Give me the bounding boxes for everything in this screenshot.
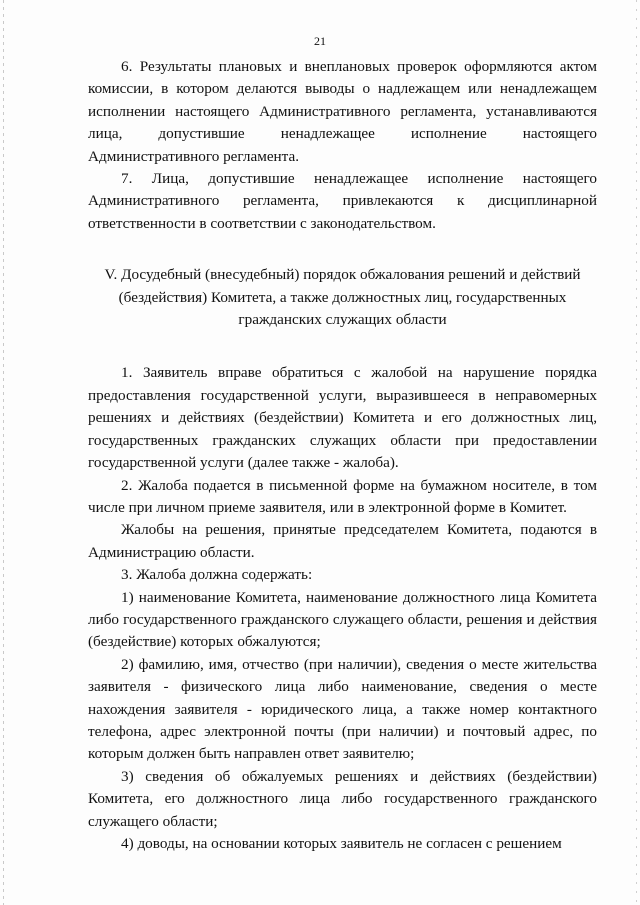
scan-edge-left — [3, 0, 4, 905]
scan-edge-right — [636, 0, 637, 905]
document-body — [88, 56, 597, 855]
list-item-4-arguments: 4) доводы, на основании которых заявитель не согласен с решением — [121, 835, 562, 852]
list-item-1-committee-name: 1) наименование Комитета, наименование должностного лица Комитета либо государственного гражданского служащего области, решения и действия (бездействие) которых обжалуются; — [88, 588, 597, 651]
paragraph-2-complaint-form: 2. Жалоба подается в письменной форме на бумажном носителе, в том числе при личном приеме заявителя, или в электронной форме в Комитет. — [88, 476, 597, 516]
list-item-2-applicant-details: 2) фамилию, имя, отчество (при наличии), сведения о месте жительства заявителя - физического лица либо наименование, сведения о месте нахождения заявителя - юридического лица, а также номер контактного телефона, адрес электронной почты (при наличии) и почтовый адрес, по которым должен быть направлен ответ заявителю; — [88, 655, 597, 763]
list-item-3-appealed-decisions: 3) сведения об обжалуемых решениях и действиях (бездействии) Комитета, его должностного лица либо государственного гражданского служащего области; — [88, 767, 597, 830]
paragraph-1-right-to-complain: 1. Заявитель вправе обратиться с жалобой на нарушение порядка предоставления государственной услуги, выразившееся в неправомерных решениях и действиях (бездействии) Комитета и его должностных лиц, государственных гражданских служащих области при предоставлении государственной услуги (далее также - жалоба). — [88, 364, 597, 472]
section-heading-line: (бездействия) Комитета, а также должностных лиц, государственных — [118, 288, 567, 306]
paragraph-7-disciplinary-liability: 7. Лица, допустившие ненадлежащее исполнение настоящего Административного регламента, привлекаются к дисциплинарной ответственности в соответствии с законодательством. — [88, 170, 597, 232]
page-number: 21 — [314, 34, 326, 48]
paragraph-6-inspection-results: 6. Результаты плановых и внеплановых проверок оформляются актом комиссии, в котором делаются выводы о надлежащем или ненадлежащем исполнении настоящего Административного регламента, устанавливаются лица, допустившие ненадлежащее исполнение настоящего Административного регламента. — [88, 58, 597, 165]
paragraph-3-complaint-contents: 3. Жалоба должна содержать: — [121, 566, 313, 584]
section-heading-line: гражданских служащих области — [238, 311, 447, 329]
section-v-heading — [88, 264, 597, 331]
paragraph-complaints-to-administration: Жалобы на решения, принятые председателем Комитета, подаются в Администрацию области. — [88, 521, 597, 561]
section-heading-line: V. Досудебный (внесудебный) порядок обжалования решений и действий — [104, 266, 581, 284]
